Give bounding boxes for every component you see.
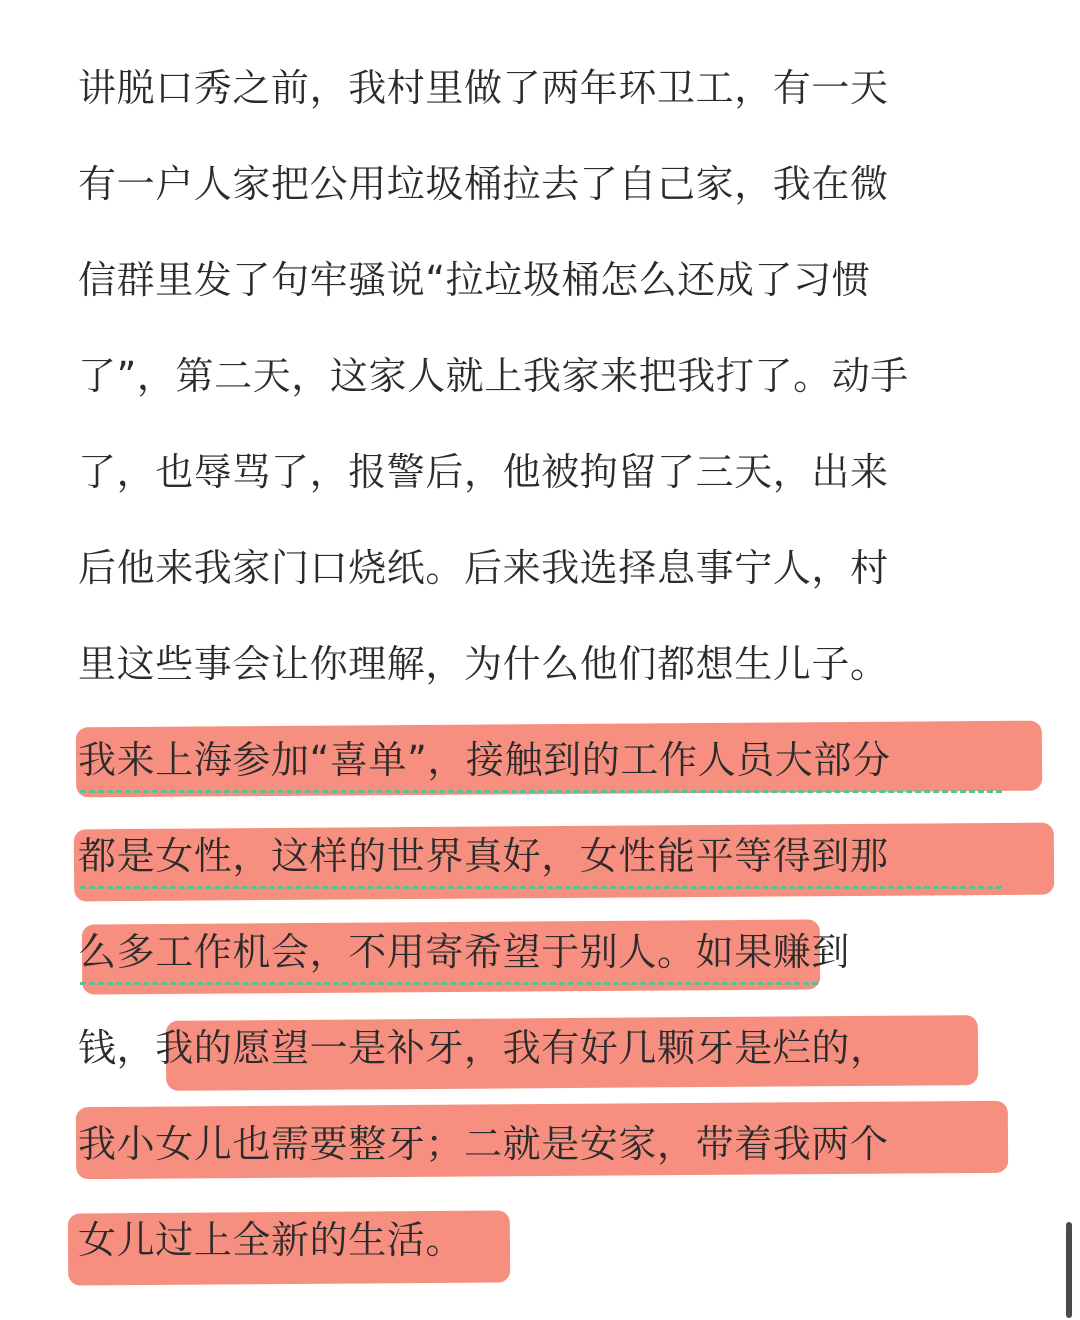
- text-line: 了，也辱骂了，报警后，他被拘留了三天，出来: [78, 450, 889, 494]
- text-line: 了”，第二天，这家人就上我家来把我打了。动手: [78, 354, 909, 398]
- highlighted-text: 我来上海参加“喜单”，接触到的工作人员大部分: [78, 738, 891, 782]
- highlighted-text: 都是女性，这样的世界真好，女性能平等得到那: [78, 834, 889, 878]
- highlighted-text-line: [78, 730, 1003, 790]
- mixed-text-line: [78, 1018, 1003, 1078]
- highlighted-text-line: [78, 1210, 1003, 1270]
- highlighted-text-line: [78, 1114, 1003, 1174]
- dashed-underline: [80, 886, 1002, 889]
- plain-text: 钱，: [78, 1026, 156, 1070]
- text-line: 有一户人家把公用垃圾桶拉去了自己家，我在微: [78, 162, 889, 206]
- highlighted-text: 么多工作机会，不用寄希望于别人。: [78, 930, 696, 974]
- text-line: 里这些事会让你理解，为什么他们都想生儿子。: [78, 642, 889, 686]
- highlighted-text-line: [78, 826, 1003, 886]
- highlighted-text: 女儿过上全新的生活。: [78, 1218, 465, 1262]
- text-line: 后他来我家门口烧纸。后来我选择息事宁人，村: [78, 546, 889, 590]
- dashed-underline: [80, 982, 818, 985]
- plain-text: 如果赚到: [695, 930, 851, 974]
- mixed-text-line: [78, 922, 1003, 982]
- dashed-underline: [80, 790, 1002, 793]
- scrollbar-thumb[interactable]: [1066, 1222, 1072, 1318]
- highlighted-text: 我的愿望一是补牙，我有好几颗牙是烂的，: [155, 1026, 889, 1070]
- highlighted-text: 我小女儿也需要整牙；二就是安家，带着我两个: [78, 1122, 889, 1166]
- text-line: 讲脱口秀之前，我村里做了两年环卫工，有一天: [78, 66, 889, 110]
- text-line: 信群里发了句牢骚说“拉垃圾桶怎么还成了习惯: [78, 258, 871, 302]
